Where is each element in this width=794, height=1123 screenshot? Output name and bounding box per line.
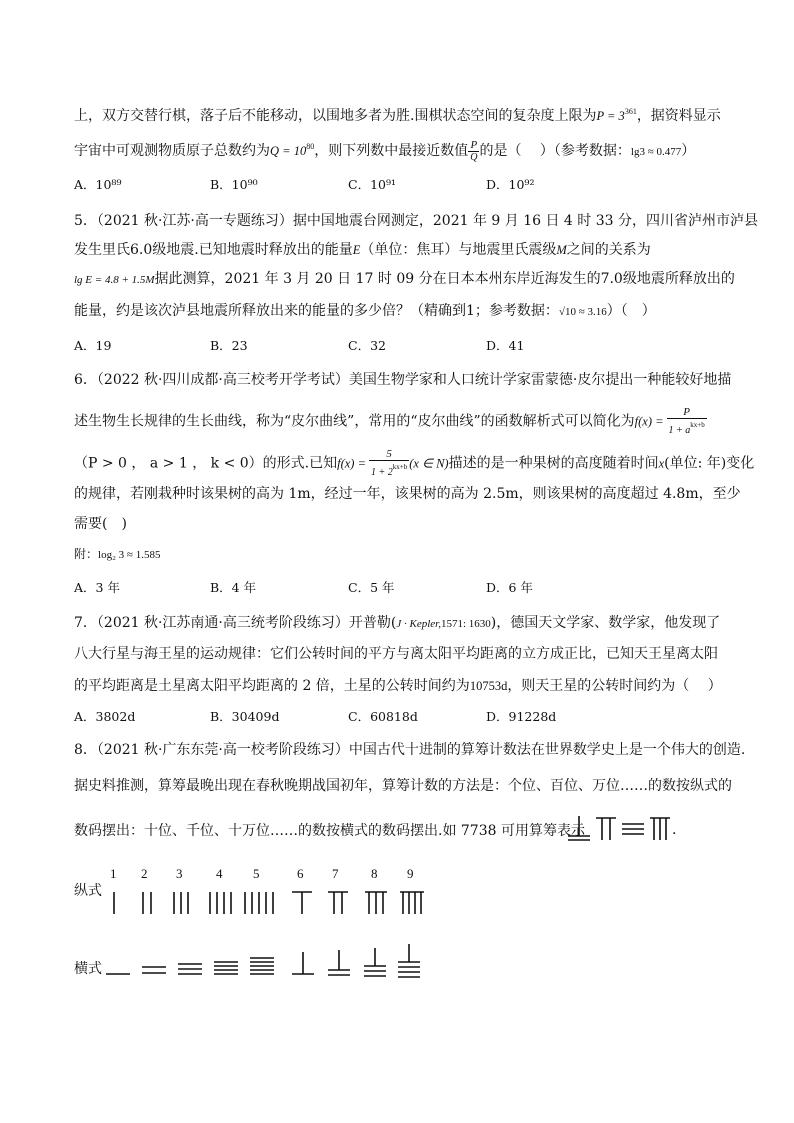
q4-text: 上，双方交替行棋，落子后不能移动，以围地多者为胜.围棋状态空间的复杂度上限为 <box>74 108 597 124</box>
q5-text-mid: （单位：焦耳）与地震里氏震级 <box>360 242 557 258</box>
q7-line-3 <box>74 677 722 695</box>
rod-number-1: 1 <box>110 866 117 881</box>
q8-line-1: 8．（2021 秋·广东东莞·高一校考阶段练习）中国古代十进制的算筹计数法在世界数学史上是一个伟大的创造. <box>74 742 746 758</box>
q6-pearl-fraction: $\frac{P}{1 + a^{kx+b}}$ <box>668 406 705 436</box>
q7-kepler: J · Kepler, <box>396 618 441 630</box>
q6-conditions: （P > 0 ， a > 1 ， k < 0）的形式.已知 <box>74 455 338 472</box>
vertical-rods-row <box>100 886 440 920</box>
rod-number-2: 2 <box>141 866 148 881</box>
q6-tree-fraction: $\frac{5}{1 + 2^{kx+b}}$ <box>371 448 408 478</box>
q5-line-3 <box>74 270 735 289</box>
rod-example-7738 <box>566 810 676 844</box>
q4-q-expr: $Q = 10^{80}$ <box>270 142 315 158</box>
q5-var-e: E <box>352 243 361 257</box>
q5-line-4 <box>74 302 656 321</box>
q4-text-2: 宇宙中可观测物质原子总数约为 <box>74 143 270 159</box>
q6-choice-c[interactable]: C．5 年 <box>348 580 395 595</box>
q6-choice-a[interactable]: A．3 年 <box>74 580 120 595</box>
q6-line-5: 需要( ) <box>74 516 127 532</box>
q5-formula: lg E = 4.8 + 1.5M <box>74 274 155 286</box>
q5-var-m: M <box>556 243 567 257</box>
q6-var-x: x <box>658 456 665 471</box>
q8-line-2: 据史料推测，算筹最晚出现在春秋晚期战国初年，算筹计数的方法是：个位、百位、万位……的数按纵式的 <box>74 778 732 794</box>
q5-choice-b[interactable]: B．23 <box>210 338 248 353</box>
q4-fraction: $\frac{P}{Q}$ <box>470 138 478 163</box>
q8-period: . <box>672 822 677 838</box>
q4-mid: ，则下列数中最接近数值 <box>314 143 469 159</box>
q5-text: 发生里氏6.0级地震.已知地震时释放出的能量 <box>74 242 353 258</box>
rod-number-8: 8 <box>371 866 378 881</box>
q7-text-3-tail: ，则天王星的公转时间约为（ ） <box>507 678 722 694</box>
q4-close: ） <box>681 143 696 159</box>
q4-line-2 <box>74 138 695 164</box>
q4-p-expr: $P = 3^{361}$ <box>596 107 637 123</box>
q8-text-3: 数码摆出：十位、千位、十万位……的数按横式的数码摆出.如 7738 可用算筹表示 <box>74 823 585 839</box>
vertical-rod-label: 纵式 <box>74 883 102 899</box>
q5-choice-c[interactable]: C．32 <box>348 338 386 353</box>
q5-line-1: 5．（2021 秋·江苏·高一专题练习）据中国地震台网测定，2021 年 9 月 16 日 4 时 33 分，四川省泸州市泸县 <box>74 213 759 229</box>
q7-text-1-tail: )，德国天文学家、数学家，他发现了 <box>490 615 721 631</box>
q6-text-2: 述生物生长规律的生长曲线，称为“皮尔曲线”，常用的“皮尔曲线”的函数解析式可以简化为 <box>74 413 635 430</box>
q7-text-1: 7．（2021 秋·江苏南通·高三统考阶段练习）开普勒( <box>74 615 397 631</box>
q6-appendix-label: 附： <box>74 547 99 561</box>
q7-choice-b[interactable]: B．30409d <box>210 709 280 724</box>
horizontal-rod-label: 横式 <box>74 961 102 977</box>
rod-number-9: 9 <box>407 866 414 881</box>
q5-choice-a[interactable]: A．19 <box>74 338 112 353</box>
q6-domain: (x ∈ N) <box>409 456 449 471</box>
q7-years: 1571: 1630 <box>440 618 491 630</box>
q4-choice-b[interactable]: B．10⁹⁰ <box>210 177 258 192</box>
q5-line-2 <box>74 241 651 259</box>
q7-period: 10753d <box>469 679 508 693</box>
q8-line-3 <box>74 822 585 840</box>
q5-text-4: 能量，约是该次泸县地震所释放出来的能量的多少倍？（精确到1；参考数据： <box>74 303 559 319</box>
rod-number-6: 6 <box>297 866 304 881</box>
q4-choice-d[interactable]: D．10⁹² <box>486 177 535 192</box>
q6-line-1: 6．（2022 秋·四川成都·高三校考开学考试）美国生物学家和人口统计学家雷蒙德·皮尔提出一种能较好地描 <box>74 372 732 388</box>
q4-choice-a[interactable]: A．10⁸⁹ <box>74 177 122 192</box>
q6-fx: f(x) = <box>634 414 664 429</box>
rod-digit-7-vertical <box>596 818 616 840</box>
q6-line-4: 的规律，若刚栽种时该果树的高为 1m，经过一年，该果树的高为 2.5m，则该果树的高度超过 4.8m，至少 <box>74 486 741 502</box>
q6-fx-2: f(x) = <box>337 456 367 471</box>
q4-choice-c[interactable]: C．10⁹¹ <box>348 177 396 192</box>
q7-text-3: 的平均距离是土星离太阳平均距离的 2 倍，土星的公转时间约为 <box>74 678 470 694</box>
rod-number-3: 3 <box>176 866 183 881</box>
q4-text-tail: ，据资料显示 <box>636 108 721 124</box>
q6-appendix <box>74 545 160 564</box>
q6-choice-d[interactable]: D．6 年 <box>486 580 533 595</box>
q5-text-end: 之间的关系为 <box>566 242 651 258</box>
q7-line-1 <box>74 614 720 633</box>
q6-unit: (单位: 年)变化 <box>664 455 755 472</box>
q7-line-2: 八大行星与海王星的运动规律：它们公转时间的平方与离太阳平均距离的立方成正比，已知天王星离太阳 <box>74 646 718 662</box>
q5-choice-d[interactable]: D．41 <box>486 338 525 353</box>
rod-number-7: 7 <box>332 866 339 881</box>
q5-close: ）（ ） <box>606 303 656 319</box>
q4-line-1 <box>74 103 721 125</box>
q6-text-3: 描述的是一种果树的高度随着时间 <box>448 455 659 472</box>
rod-number-4: 4 <box>216 866 223 881</box>
rod-digit-3-horizontal <box>622 824 644 834</box>
q6-log-ref: log₂ 3 ≈ 1.585 <box>98 549 161 561</box>
q6-line-3 <box>74 448 754 479</box>
q5-text-3: 据此测算，2021 年 3 月 20 日 17 时 09 分在日本本州东岸近海发生的7.0级地震所释放出的 <box>154 271 735 287</box>
q6-line-2 <box>74 406 707 437</box>
rod-digit-8-vertical <box>650 818 670 840</box>
rod-digit-7-horizontal <box>568 816 590 842</box>
q4-tail: 的是（ ）（参考数据： <box>479 143 631 159</box>
q7-choice-c[interactable]: C．60818d <box>348 709 418 724</box>
q7-choice-a[interactable]: A．3802d <box>74 709 136 724</box>
q7-choice-d[interactable]: D．91228d <box>486 709 557 724</box>
q5-sqrt-ref: √10 ≈ 3.16 <box>558 306 607 318</box>
rod-number-5: 5 <box>253 866 260 881</box>
horizontal-rods-row <box>100 940 440 982</box>
q4-reference: lg3 ≈ 0.477 <box>630 146 682 158</box>
q6-choice-b[interactable]: B．4 年 <box>210 580 257 595</box>
